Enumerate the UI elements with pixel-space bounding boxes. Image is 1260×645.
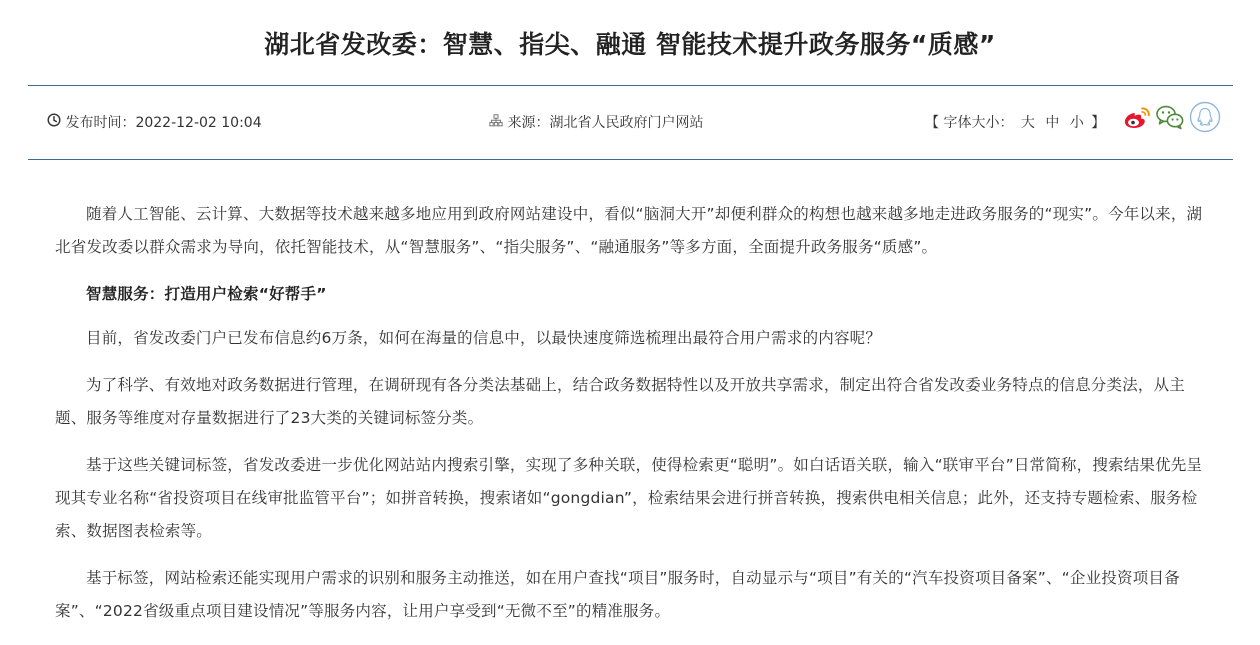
clock-icon (47, 112, 61, 134)
font-size-open: 【 字体大小： (925, 115, 1014, 131)
article-title: 湖北省发改委：智慧、指尖、融通 智能技术提升政务服务“质感” (264, 30, 996, 59)
wechat-icon[interactable] (1155, 104, 1185, 134)
source-info (489, 112, 703, 134)
font-size-small-button[interactable]: 小 (1069, 115, 1084, 131)
paragraph: 为了科学、有效地对政务数据进行管理，在调研现有各分类法基础上，结合政务数据特性以及开放共享需求，制定出符合省发改委业务特点的信息分类法，从主题、服务等维度对存量数据进行了23大类的关键词标签分类。 (55, 376, 1186, 427)
article-body (55, 198, 1215, 642)
paragraph: 随着人工智能、云计算、大数据等技术越来越多地应用到政府网站建设中，看似“脑洞大开”却便利群众的构想也越来越多地走进政务服务的“现实”。今年以来，湖北省发改委以群众需求为导向，依托智能技术，从“智慧服务”、“指尖服务”、“融通服务”等多方面，全面提升政务服务“质感”。 (55, 205, 1203, 256)
font-size-control (925, 112, 1105, 134)
source-value: 湖北省人民政府门户网站 (549, 115, 704, 131)
font-size-close: 】 (1091, 115, 1106, 131)
publish-time-label: 发布时间： (65, 115, 136, 131)
font-size-medium-button[interactable]: 中 (1045, 115, 1060, 131)
paragraph: 目前，省发改委门户已发布信息约6万条，如何在海量的信息中，以最快速度筛选梳理出最符合用户需求的内容呢？ (86, 329, 882, 347)
source-label: 来源： (507, 115, 550, 131)
title-divider (28, 85, 1233, 86)
weibo-icon[interactable] (1122, 104, 1152, 134)
paragraph: 基于这些关键词标签，省发改委进一步优化网站站内搜索引擎，实现了多种关联，使得检索更“聪明”。如白话语关联，输入“联审平台”日常简称，搜索结果优先呈现其专业名称“省投资项目在线审批监管平台”；如拼音转换，搜索诸如“gongdian”，检索结果会进行拼音转换，搜索供电相关信息；此外，还支持专题检索、服务检索、数据图表检索等。 (55, 456, 1203, 540)
publish-time-value: 2022-12-02 10:04 (135, 115, 262, 131)
meta-divider (28, 159, 1233, 160)
sitemap-icon (489, 112, 503, 134)
publish-time-info (47, 112, 262, 134)
qq-icon[interactable] (1189, 104, 1221, 137)
section-heading: 智慧服务：打造用户检索“好帮手” (86, 285, 327, 303)
font-size-large-button[interactable]: 大 (1020, 115, 1035, 131)
paragraph: 基于标签，网站检索还能实现用户需求的识别和服务主动推送，如在用户查找“项目”服务时，自动显示与“项目”有关的“汽车投资项目备案”、“企业投资项目备案”、“2022省级重点项目建设情况”等服务内容，让用户享受到“无微不至”的精准服务。 (55, 569, 1180, 620)
